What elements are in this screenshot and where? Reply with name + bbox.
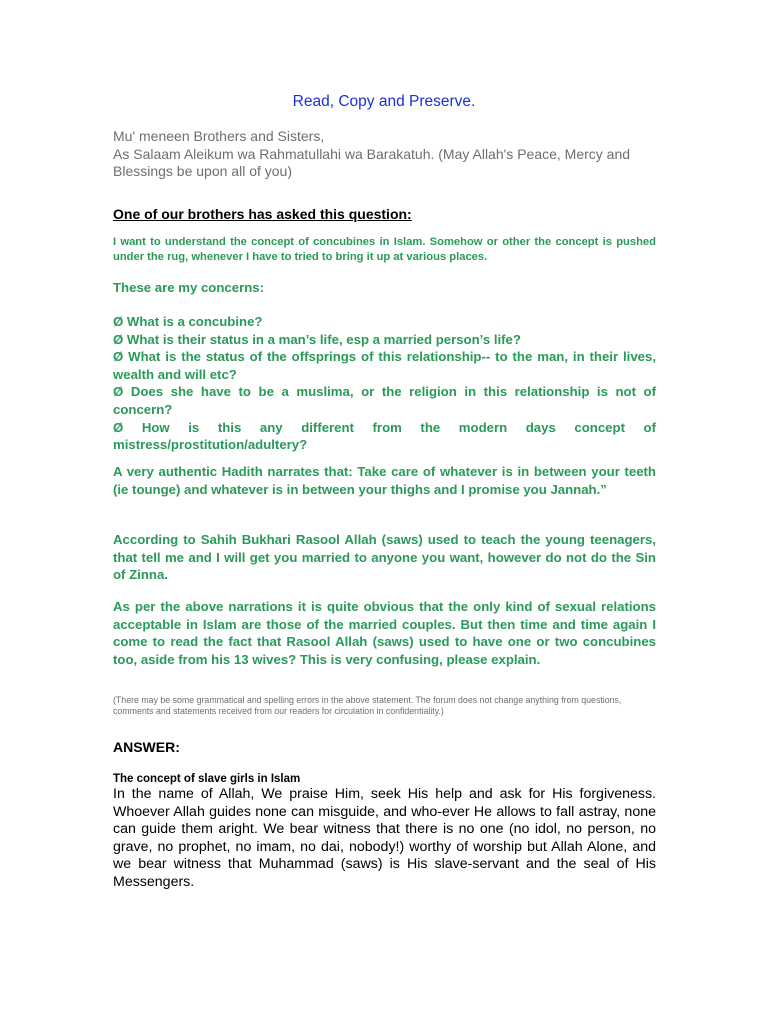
greeting-salutation: Mu' meneen Brothers and Sisters, xyxy=(113,128,325,144)
greeting xyxy=(113,128,656,181)
concerns-list xyxy=(113,313,656,454)
answer-heading: ANSWER: xyxy=(113,739,180,755)
answer-body: In the name of Allah, We praise Him, seek His help and ask for His forgiveness. Whoever Allah guides none can misguide, and who-ever He allows to fall astray, none can guide them aright. We bear witness that there is no one (no idol, no person, no grave, no prophet, no imam, no dai, nobody!) worthy of worship but Allah Alone, and we bear witness that Muhammad (saws) is His slave-servant and the seal of His Messengers. xyxy=(113,786,656,890)
page-title: Read, Copy and Preserve. xyxy=(292,93,476,110)
concern-item: Ø What is their status in a man’s life, esp a married person’s life? xyxy=(113,331,521,347)
narrations-paragraph: As per the above narrations it is quite obvious that the only kind of sexual relations acceptable in Islam are those of the married couples. But then time and time again I come to read the fact that Rasool Allah (saws) used to have one or two concubines too, aside from his 13 wives? This is very confusing, please explain. xyxy=(113,599,656,667)
bukhari-paragraph: According to Sahih Bukhari Rasool Allah (saws) used to teach the young teenagers, that tell me and I will get you married to anyone you want, however do not do the Sin of Zinna. xyxy=(113,532,656,583)
answer-subheading: The concept of slave girls in Islam xyxy=(113,773,301,785)
concern-item: Ø Does she have to be a muslima, or the religion in this relationship is not of concern? xyxy=(113,384,656,417)
question-heading: One of our brothers has asked this question: xyxy=(113,206,412,222)
greeting-blessing: As Salaam Aleikum wa Rahmatullahi wa Barakatuh. (May Allah's Peace, Mercy and Blessings be upon all of you) xyxy=(113,145,631,179)
disclaimer-note: (There may be some grammatical and spelling errors in the above statement. The forum does not change anything from questions, comments and statements received from our readers for circulation in confidentiality.) xyxy=(113,695,622,716)
concern-item: Ø What is a concubine? xyxy=(113,314,263,329)
hadith-paragraph: A very authentic Hadith narrates that: Take care of whatever is in between your teeth (ie tounge) and whatever is in between your thighs and I promise you Jannah.” xyxy=(113,464,656,497)
concern-item: Ø How is this any different from the modern days concept of mistress/prostitution/adultery? xyxy=(113,419,656,453)
concerns-heading: These are my concerns: xyxy=(113,280,264,295)
question-intro: I want to understand the concept of concubines in Islam. Somehow or other the concept is pushed under the rug, whenever I have to tried to bring it up at various places. xyxy=(113,236,656,263)
concern-item: Ø What is the status of the offsprings of this relationship-- to the man, in their lives, wealth and will etc? xyxy=(113,349,656,382)
